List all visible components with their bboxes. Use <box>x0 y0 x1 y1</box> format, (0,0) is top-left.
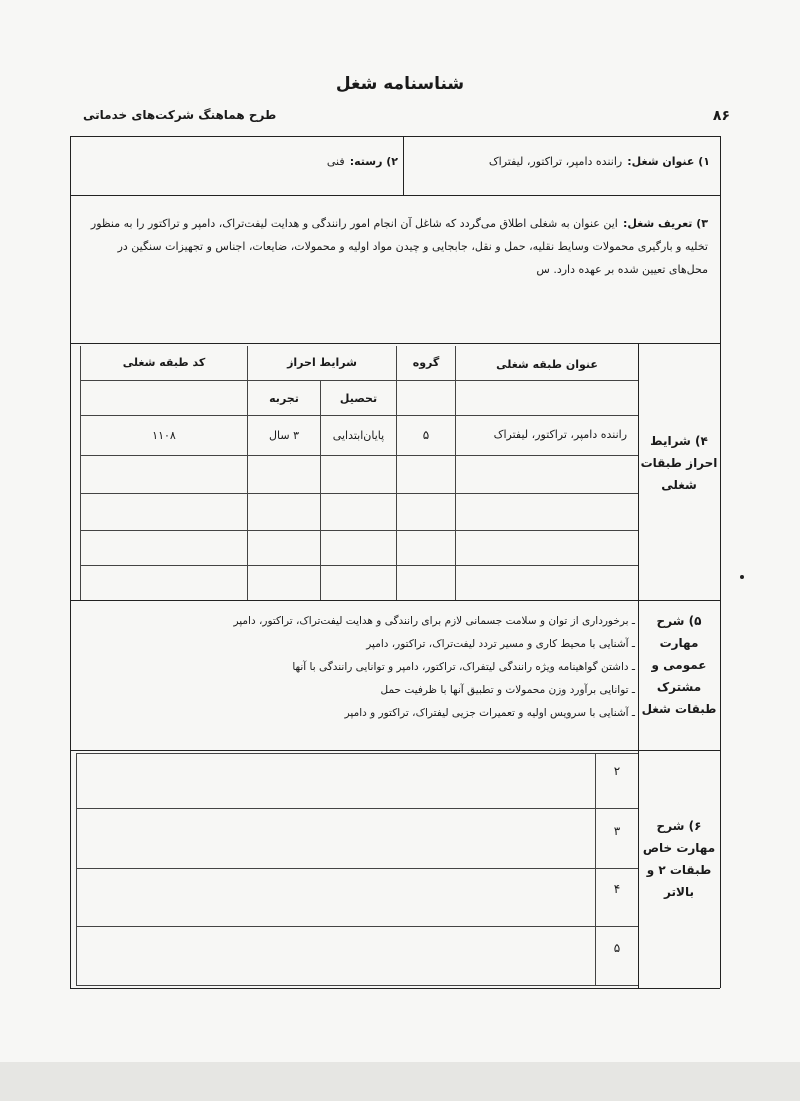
general-skills-section-label: ۵) شرح مهارت عمومی و مشترک طبقات شغل <box>641 614 717 716</box>
definition-line-1: این عنوان به شغلی اطلاق می‌گردد که شاغل آن انجام امور رانندگی و هدایت لیفت‌تراک، دامپر و تراکتور را به منظور <box>90 217 618 230</box>
cell-class-code: ۱۱۰۸ <box>152 429 176 442</box>
cell-job-class-title: راننده دامپر، تراکتور، لیفتراک <box>493 428 627 441</box>
sec6-row-3 <box>76 926 638 927</box>
header-requirements: شرایط احراز <box>287 356 357 369</box>
general-skill-item: ـ توانایی برآورد وزن محمولات و تطبیق آنها با ظرفیت حمل <box>380 684 635 696</box>
definition-line-2: تخلیه و بارگیری محمولات وسایط نقلیه، حمل و نقل، جابجایی و چیدن مواد اولیه و محمولات، ضایعات، اجناس و تجهیزات سنگین در <box>117 240 708 253</box>
sec6-label-divider <box>638 750 639 988</box>
sec6-row-bottom <box>76 985 638 986</box>
job-title-row <box>410 150 710 169</box>
page-title: شناسنامه شغل <box>335 74 465 94</box>
frame-bottom <box>70 988 720 989</box>
general-skill-item: ـ برخورداری از توان و سلامت جسمانی لازم برای رانندگی و هدایت لیفت‌تراک، تراکتور، دامپر <box>233 615 635 627</box>
specific-row-number: ۳ <box>613 824 621 838</box>
row-line-1 <box>80 380 638 381</box>
col-divider-left <box>80 346 81 600</box>
definition-label: ۳) تعریف شغل: <box>622 217 708 230</box>
general-skill-item: ـ آشنایی با سرویس اولیه و تعمیرات جزیی لیفتراک، تراکتور و دامپر <box>344 707 635 719</box>
job-category-value: فنی <box>326 155 345 168</box>
job-category-label: ۲) رسته: <box>349 155 398 168</box>
header-group: گروه <box>412 356 440 369</box>
header-experience: تجربه <box>269 392 299 405</box>
specific-row-number: ۴ <box>613 882 621 896</box>
title-category-divider <box>403 136 404 195</box>
scan-speck <box>740 575 744 579</box>
cell-experience: ۳ سال <box>269 429 299 442</box>
row-line-6 <box>80 565 638 566</box>
sec5-label-divider <box>638 600 639 750</box>
qualifications-section-label: ۴) شرایط احراز طبقات شغلی <box>640 434 718 492</box>
job-title-label: ۱) عنوان شغل: <box>627 155 710 168</box>
frame-right <box>720 136 721 988</box>
job-category-row <box>80 150 398 169</box>
specific-skills-section-label: ۶) شرح مهارت خاص طبقات ۲ و بالاتر <box>642 819 716 899</box>
definition-block <box>88 210 708 281</box>
sec6-row-1 <box>76 808 638 809</box>
sec3-bottom <box>70 343 720 344</box>
sec6-row-top <box>76 753 638 754</box>
col-divider-3 <box>320 380 321 600</box>
general-skills-list <box>90 610 635 725</box>
definition-line-3: محل‌های تعیین شده بر عهده دارد. س <box>536 263 708 276</box>
specific-row-number: ۵ <box>613 941 621 955</box>
sec5-bottom <box>70 750 720 751</box>
frame-top <box>70 136 720 137</box>
frame-left <box>70 136 71 988</box>
sec4-bottom <box>70 600 720 601</box>
cell-group: ۵ <box>422 428 430 442</box>
col-divider-2 <box>396 346 397 600</box>
scan-edge <box>0 1062 800 1101</box>
row-line-2 <box>80 415 638 416</box>
cell-education: پایان‌ابتدایی <box>332 429 385 442</box>
general-skill-item: ـ آشنایی با محیط کاری و مسیر تردد لیفت‌تراک، تراکتور، دامپر <box>366 638 635 650</box>
sec6-left-inner <box>76 753 77 985</box>
page-number: ۸۶ <box>712 108 730 124</box>
header-education: تحصیل <box>339 392 378 405</box>
sec1-bottom <box>70 195 720 196</box>
plan-name: طرح هماهنگ شرکت‌های خدماتی <box>83 108 277 122</box>
col-divider-4 <box>247 346 248 600</box>
specific-row-number: ۲ <box>613 764 621 778</box>
header-class-code: کد طبقه شغلی <box>122 356 206 369</box>
row-line-4 <box>80 493 638 494</box>
general-skill-item: ـ داشتن گواهینامه ویژه رانندگی لیتفراک، تراکتور، دامپر و توانایی رانندگی با آنها <box>292 661 635 673</box>
row-line-5 <box>80 530 638 531</box>
col-divider-1 <box>455 346 456 600</box>
row-line-3 <box>80 455 638 456</box>
sec4-label-divider <box>638 343 639 600</box>
header-job-class-title: عنوان طبقه شغلی <box>496 358 598 371</box>
sec6-row-2 <box>76 868 638 869</box>
job-title-value: راننده دامپر، تراکتور، لیفتراک <box>488 155 623 168</box>
